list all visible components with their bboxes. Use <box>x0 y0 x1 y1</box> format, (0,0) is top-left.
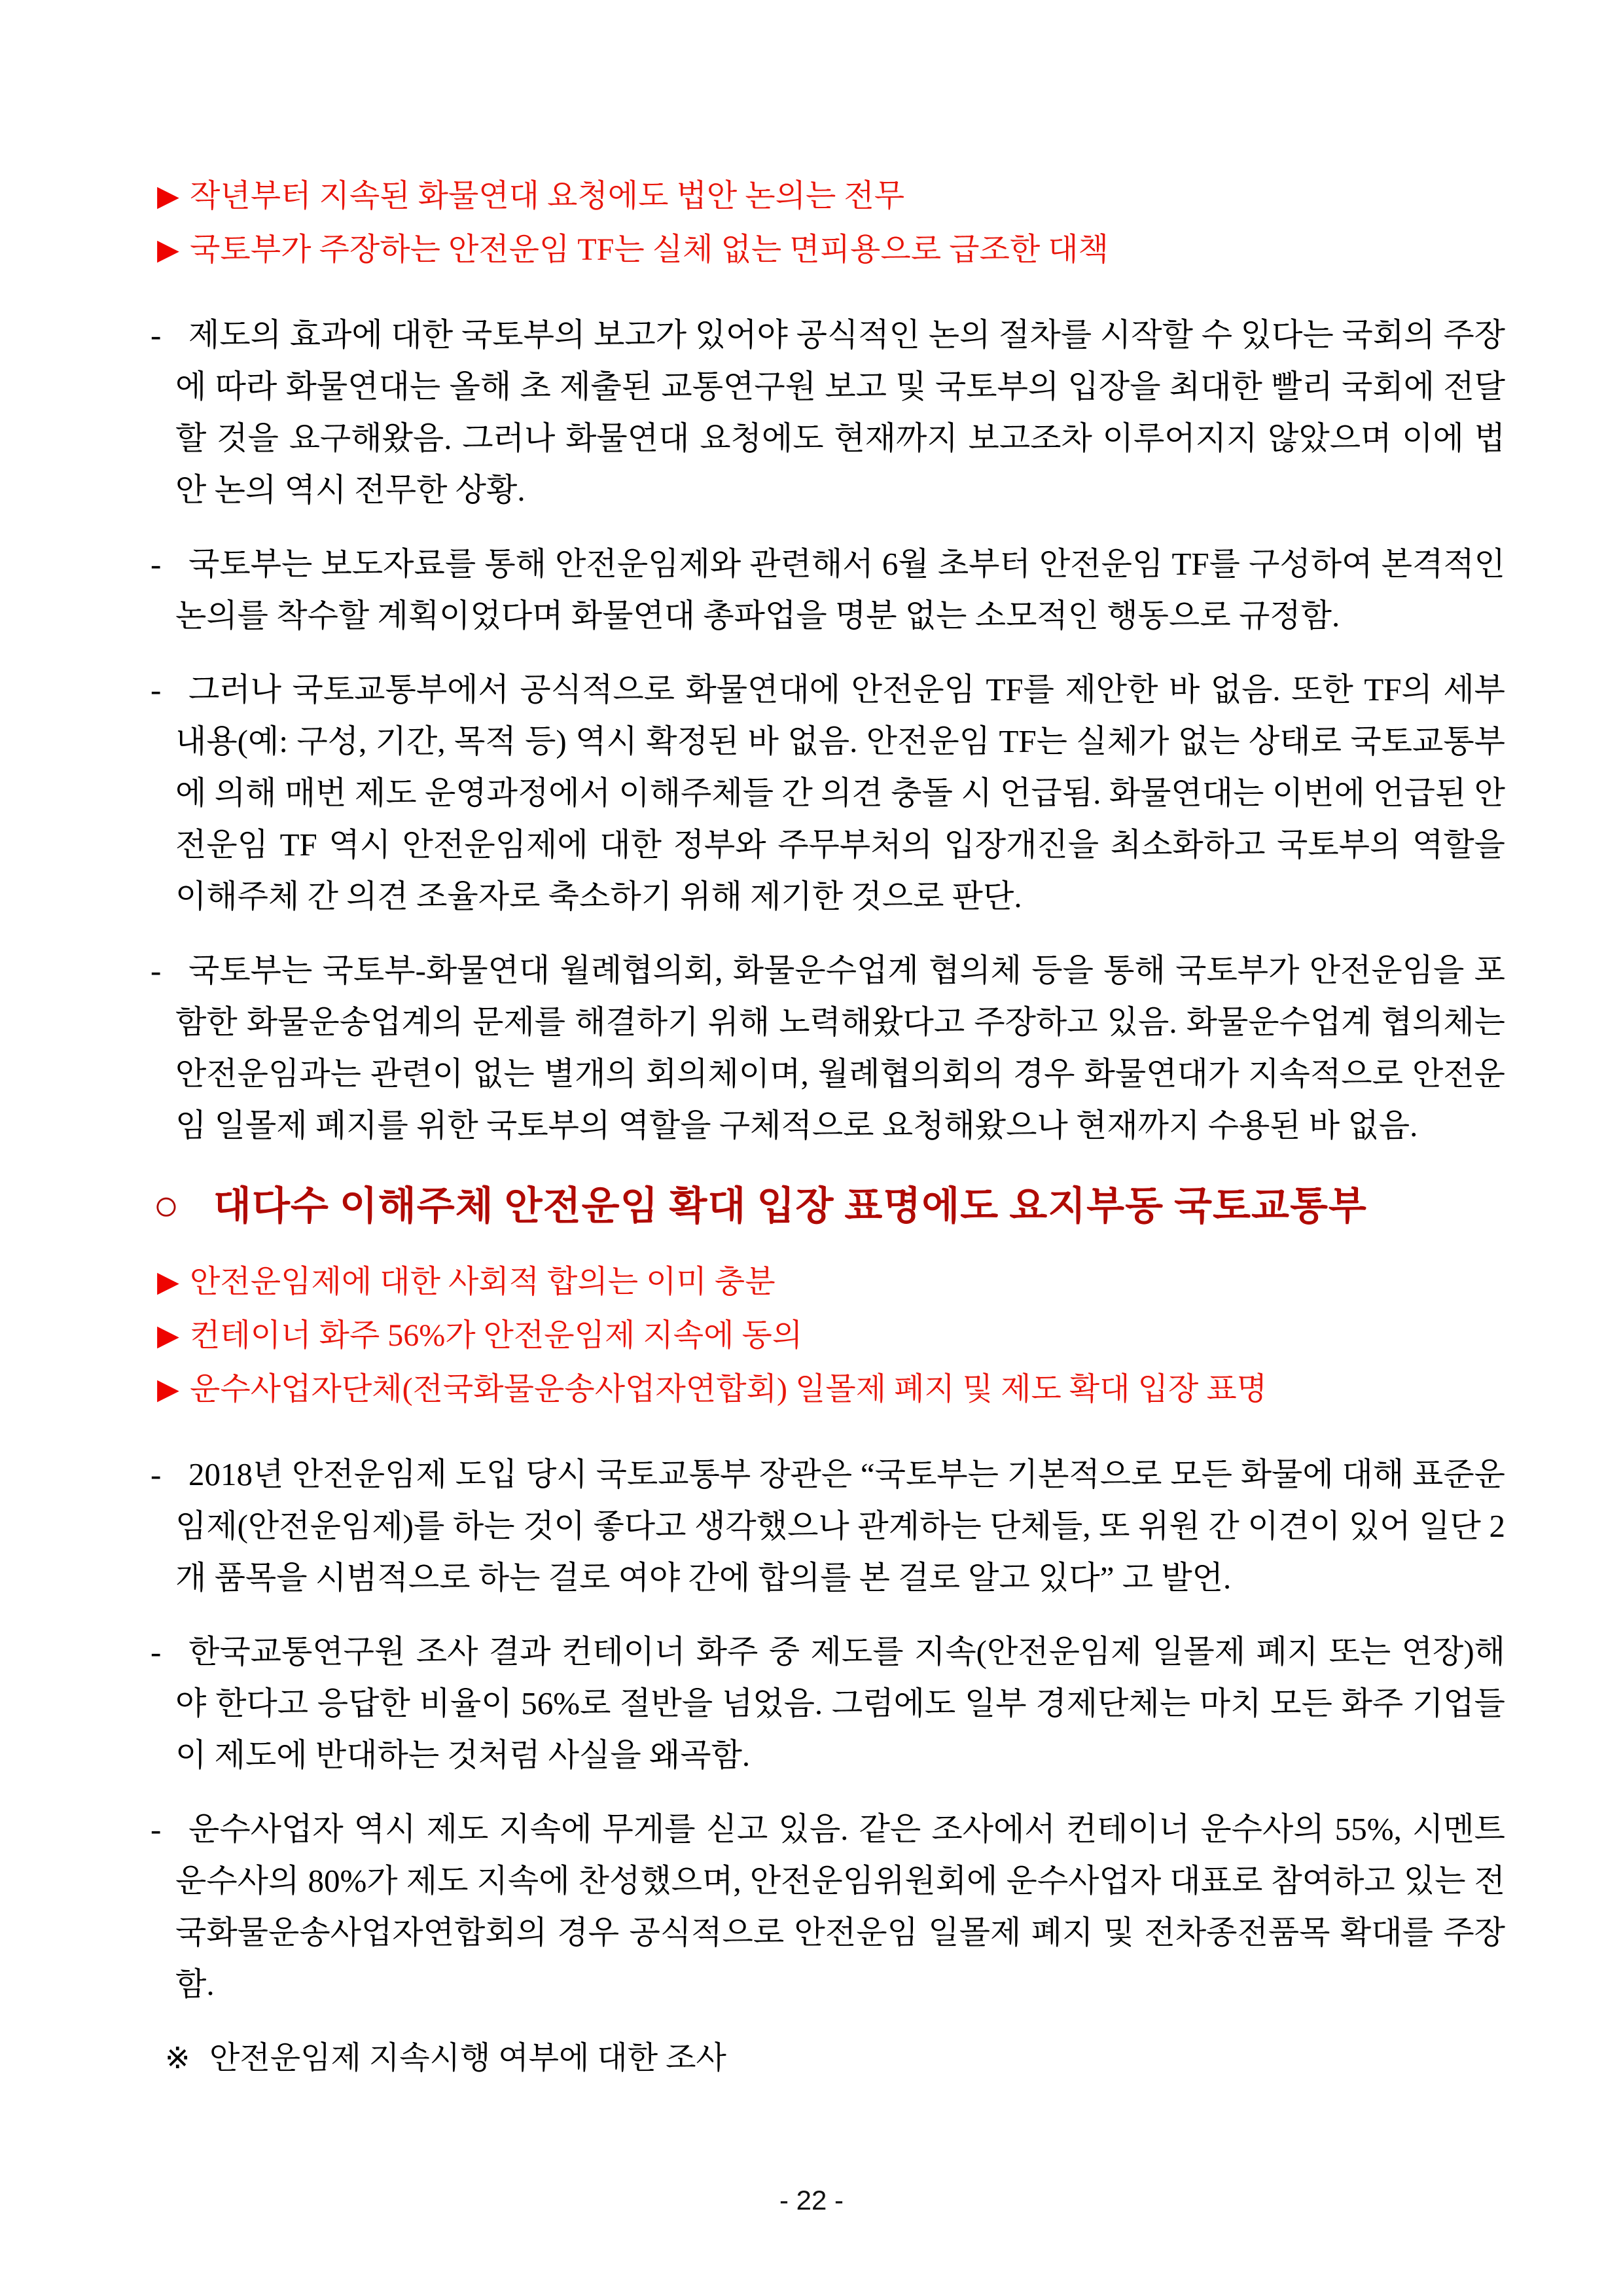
dash-bullet-icon: - <box>151 317 162 353</box>
paragraph-text: 그러나 국토교통부에서 공식적으로 화물연대에 안전운임 TF를 제안한 바 없음. 또한 TF의 세부내용(예: 구성, 기간, 목적 등) 역시 확정된 바 없음. 안전운임 TF는 실체가 없는 상태로 국토교통부에 의해 매번 제도 운영과정에서 이해주체들 간 의견 충돌 시 언급됨. 화물연대는 이번에 언급된 안전운임 TF 역시 안전운임제에 대한 정부와 주무부처의 입장개진을 최소화하고 국토부의 역할을 이해주체 간 의견 조율자로 축소하기 위해 제기한 것으로 판단. <box>175 672 1505 914</box>
key-point-text: 작년부터 지속된 화물연대 요청에도 법안 논의는 전무 <box>190 179 905 213</box>
key-point <box>151 1264 1505 1300</box>
dash-bullet-icon: - <box>151 1811 162 1847</box>
key-points-list-1 <box>151 178 1505 268</box>
key-point <box>151 1371 1505 1408</box>
reference-note-text: 안전운임제 지속시행 여부에 대한 조사 <box>209 2041 726 2075</box>
paragraph-text: 국토부는 국토부-화물연대 월례협의회, 화물운수업계 협의체 등을 통해 국토부가 안전운임을 포함한 화물운송업계의 문제를 해결하기 위해 노력해왔다고 주장하고 있음. 화물운수업계 협의체는 안전운임과는 관련이 없는 별개의 회의체이며, 월례협의회의 경우 화물연대가 지속적으로 안전운임 일몰제 폐지를 위한 국토부의 역할을 구체적으로 요청해왔으나 현재까지 수용된 바 없음. <box>175 952 1505 1143</box>
reference-note <box>151 2039 1505 2078</box>
arrow-bullet-icon: ▶ <box>157 180 179 212</box>
section-heading <box>151 1183 1505 1230</box>
paragraph-text: 국토부는 보도자료를 통해 안전운임제와 관련해서 6월 초부터 안전운임 TF를 구성하여 본격적인 논의를 착수할 계획이었다며 화물연대 총파업을 명분 없는 소모적인 행동으로 규정함. <box>175 546 1505 634</box>
body-paragraph <box>151 664 1505 922</box>
body-paragraph <box>151 1626 1505 1781</box>
body-paragraph <box>151 944 1505 1151</box>
key-point-text: 컨테이너 화주 56%가 안전운임제 지속에 동의 <box>190 1318 803 1353</box>
page-number: - 22 - <box>779 2185 844 2215</box>
circle-bullet-icon: ○ <box>153 1182 180 1230</box>
dash-bullet-icon: - <box>151 546 162 582</box>
paragraph-text: 운수사업자 역시 제도 지속에 무게를 싣고 있음. 같은 조사에서 컨테이너 운수사의 55%, 시멘트 운수사의 80%가 제도 지속에 찬성했으며, 안전운임위원회에 운수사업자 대표로 참여하고 있는 전국화물운송사업자연합회의 경우 공식적으로 안전운임 일몰제 폐지 및 전차종전품목 확대를 주장함. <box>175 1811 1505 2002</box>
page-content <box>151 178 1505 2078</box>
arrow-bullet-icon: ▶ <box>157 234 179 266</box>
key-point <box>151 232 1505 268</box>
arrow-bullet-icon: ▶ <box>157 1319 179 1352</box>
arrow-bullet-icon: ▶ <box>157 1373 179 1405</box>
paragraph-text: 제도의 효과에 대한 국토부의 보고가 있어야 공식적인 논의 절차를 시작할 수 있다는 국회의 주장에 따라 화물연대는 올해 초 제출된 교통연구원 보고 및 국토부의 입장을 최대한 빨리 국회에 전달할 것을 요구해왔음. 그러나 화물연대 요청에도 현재까지 보고조차 이루어지지 않았으며 이에 법안 논의 역시 전무한 상황. <box>175 317 1505 508</box>
key-point-text: 운수사업자단체(전국화물운송사업자연합회) 일몰제 폐지 및 제도 확대 입장 표명 <box>190 1372 1268 1407</box>
key-point <box>151 1318 1505 1354</box>
dash-bullet-icon: - <box>151 1634 162 1670</box>
dash-bullet-icon: - <box>151 952 162 988</box>
section-heading-text: 대다수 이해주체 안전운임 확대 입장 표명에도 요지부동 국토교통부 <box>213 1185 1367 1228</box>
key-point-text: 안전운임제에 대한 사회적 합의는 이미 충분 <box>190 1265 776 1299</box>
body-paragraph <box>151 538 1505 641</box>
dash-bullet-icon: - <box>151 1456 162 1492</box>
key-points-list-2 <box>151 1264 1505 1408</box>
key-point <box>151 178 1505 215</box>
dash-bullet-icon: - <box>151 672 162 708</box>
arrow-bullet-icon: ▶ <box>157 1266 179 1298</box>
body-paragraph <box>151 1448 1505 1604</box>
key-point-text: 국토부가 주장하는 안전운임 TF는 실체 없는 면피용으로 급조한 대책 <box>190 232 1109 267</box>
body-paragraph <box>151 309 1505 516</box>
paragraph-text: 2018년 안전운임제 도입 당시 국토교통부 장관은 “국토부는 기본적으로 모든 화물에 대해 표준운임제(안전운임제)를 하는 것이 좋다고 생각했으나 관계하는 단체들, 또 위원 간 이견이 있어 일단 2개 품목을 시범적으로 하는 걸로 여야 간에 합의를 본 걸로 알고 있다” 고 발언. <box>175 1456 1505 1596</box>
body-paragraph <box>151 1803 1505 2010</box>
paragraph-text: 한국교통연구원 조사 결과 컨테이너 화주 중 제도를 지속(안전운임제 일몰제 폐지 또는 연장)해야 한다고 응답한 비율이 56%로 절반을 넘었음. 그럼에도 일부 경제단체는 마치 모든 화주 기업들이 제도에 반대하는 것처럼 사실을 왜곡함. <box>175 1634 1505 1773</box>
reference-mark-icon: ※ <box>165 2041 190 2075</box>
